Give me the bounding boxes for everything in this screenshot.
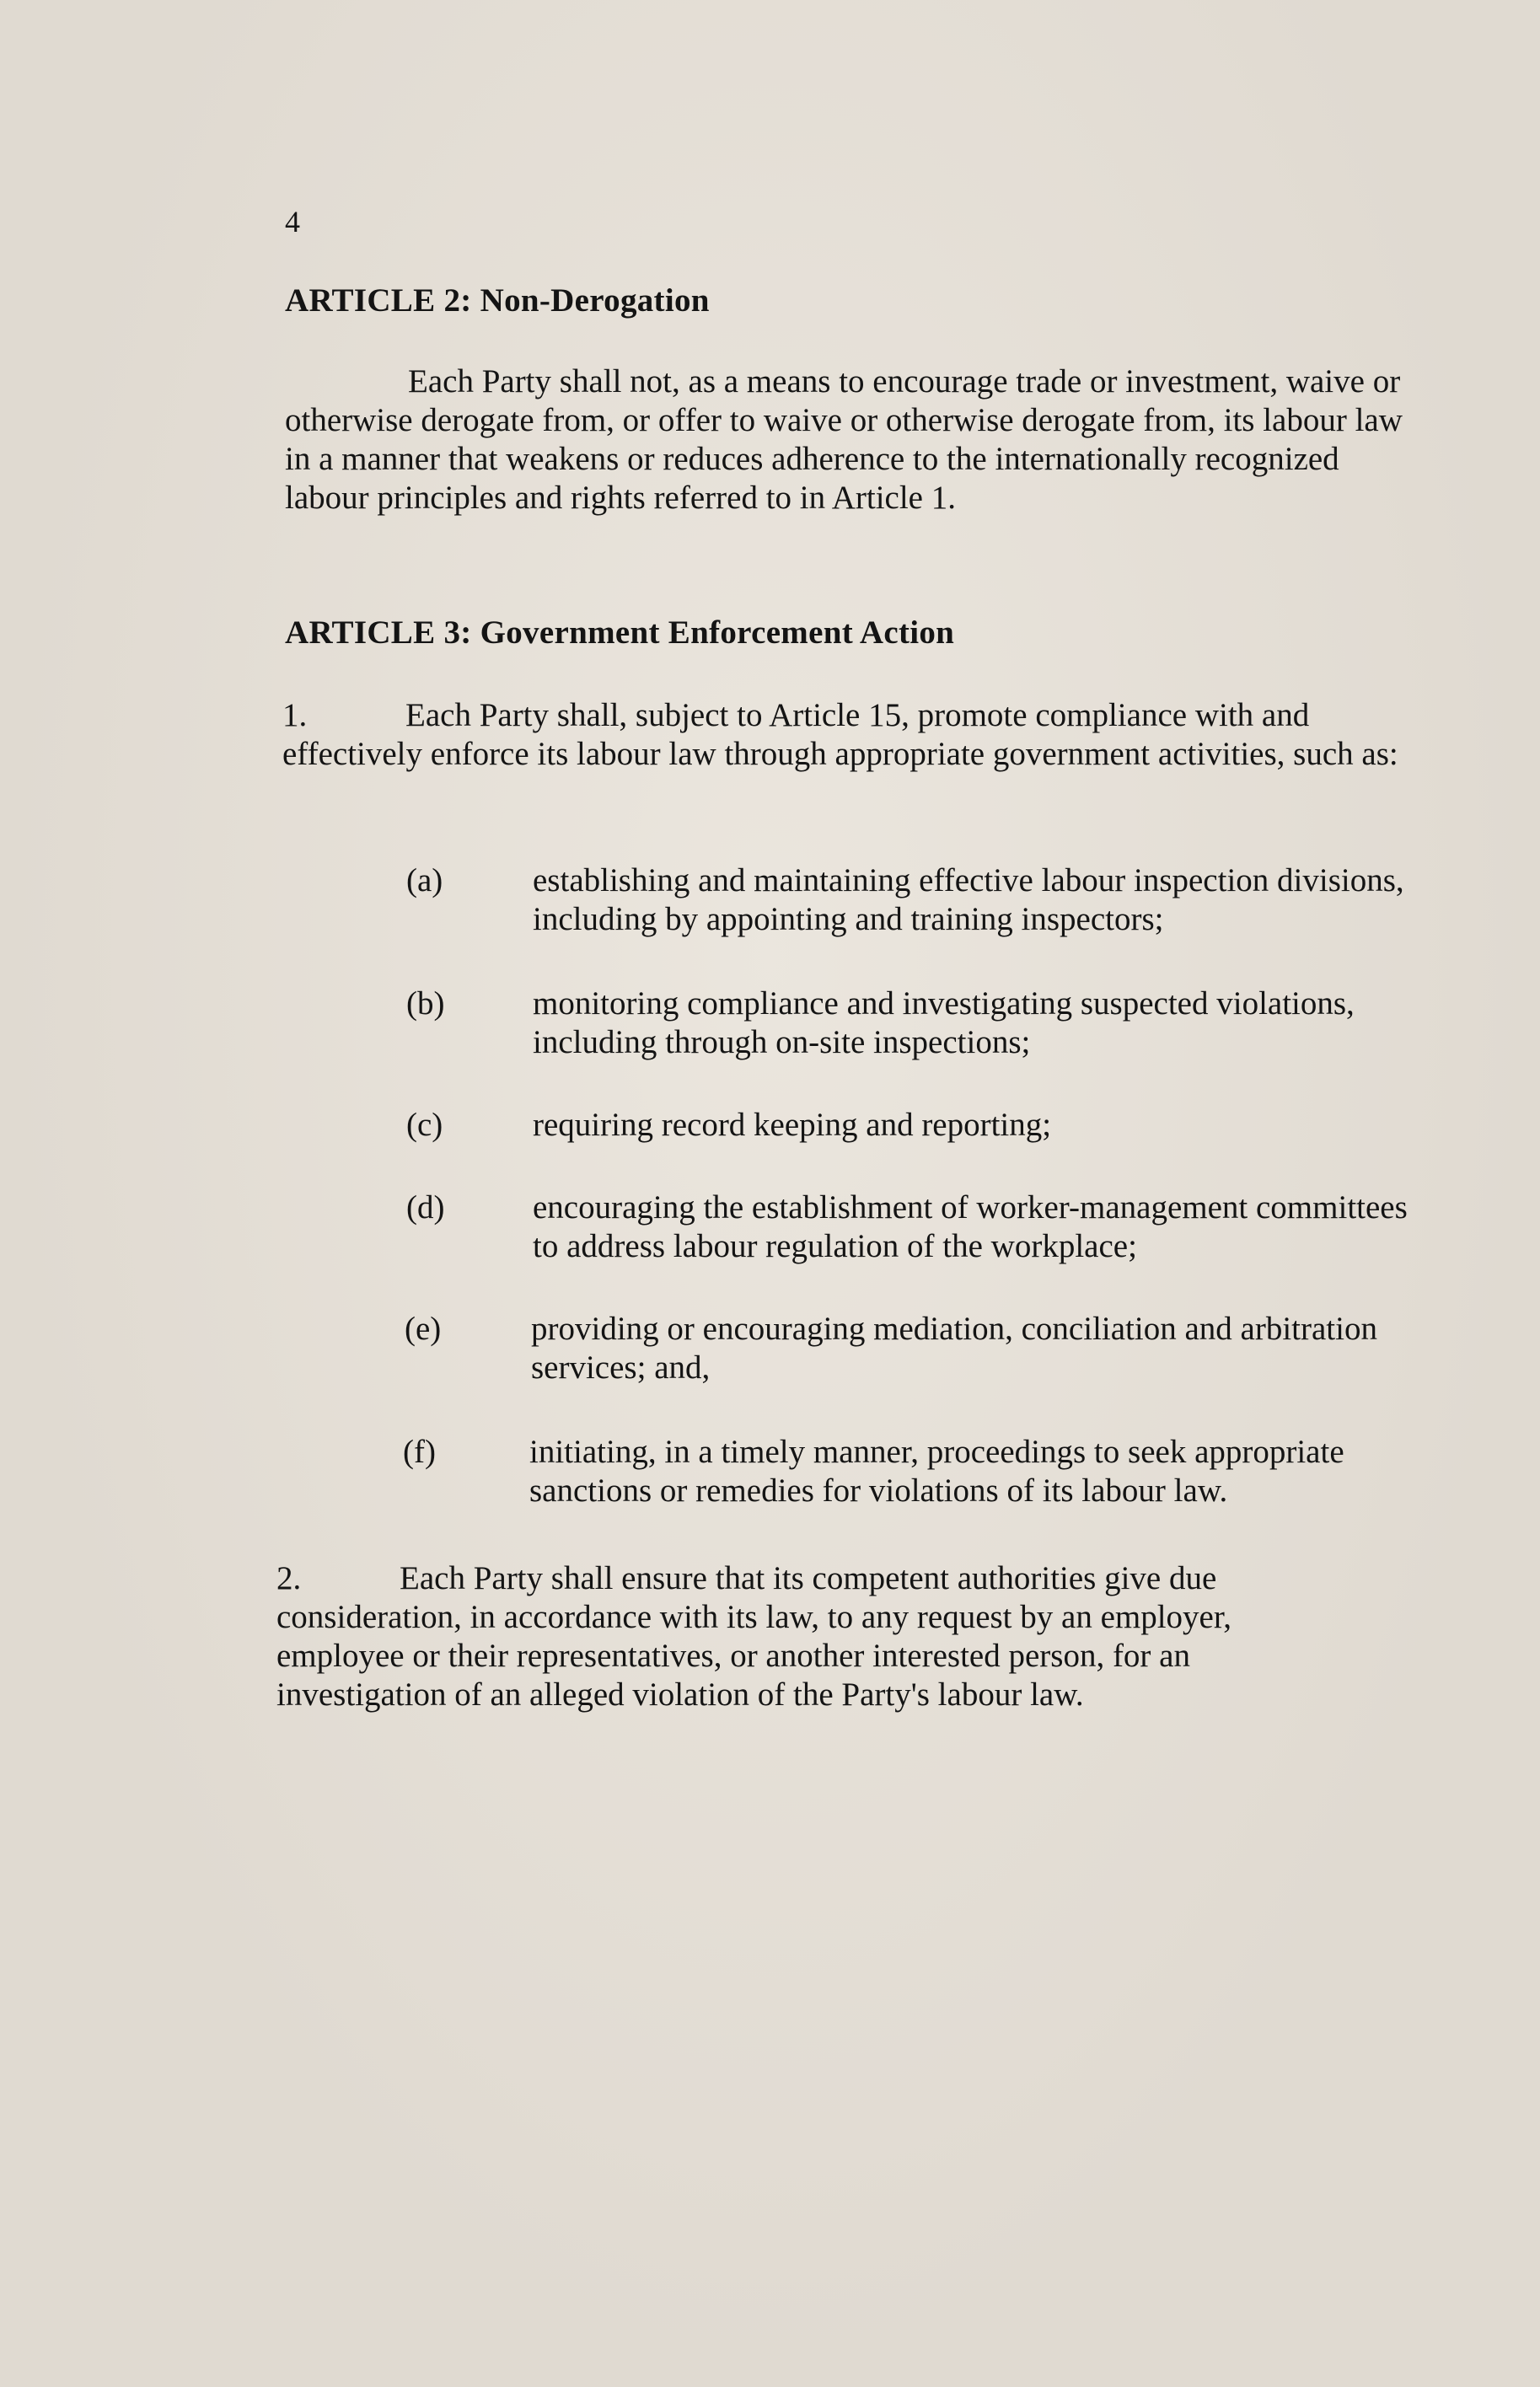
list-item-label: (d) bbox=[406, 1189, 445, 1226]
paragraph-text: Each Party shall ensure that its competent authorities give due consideration, in accordance with its law, to any request by an employer, employee or their representatives, or another interested person, for an investigation of an alleged violation of the Party's labour law. bbox=[276, 1560, 1232, 1713]
page-number: 4 bbox=[285, 205, 300, 239]
list-item-text: monitoring compliance and investigating suspected violations, including through on-site inspections; bbox=[533, 985, 1355, 1060]
paragraph-number: 2. bbox=[276, 1560, 302, 1596]
article-2-paragraph bbox=[285, 362, 1419, 518]
list-item-label: (b) bbox=[406, 985, 445, 1022]
list-item-text: establishing and maintaining effective labour inspection divisions, including by appointing and training inspectors; bbox=[533, 862, 1404, 937]
article-3-heading: ARTICLE 3: Government Enforcement Action bbox=[285, 614, 955, 651]
paragraph-number: 1. bbox=[282, 697, 308, 733]
list-item-text: providing or encouraging mediation, conciliation and arbitration services; and, bbox=[531, 1311, 1377, 1386]
list-item-text: initiating, in a timely manner, proceedings to seek appropriate sanctions or remedies for violations of its labour law. bbox=[529, 1434, 1344, 1509]
list-item-label: (a) bbox=[406, 862, 443, 898]
list-item-label: (f) bbox=[403, 1434, 436, 1470]
article-2-heading: ARTICLE 2: Non-Derogation bbox=[285, 282, 710, 319]
list-item-text: encouraging the establishment of worker-management committees to address labour regulation of the workplace; bbox=[533, 1189, 1408, 1264]
list-item-label: (e) bbox=[405, 1311, 442, 1347]
article-2-text: Each Party shall not, as a means to encourage trade or investment, waive or otherwise derogate from, or offer to waive or otherwise derogate from, its labour law in a manner that weakens or reduces adherence to the internationally recognized labour principles and rights referred to in Article 1. bbox=[285, 363, 1403, 516]
paragraph-text: Each Party shall, subject to Article 15, promote compliance with and effectively enforce its labour law through appropriate government activities, such as: bbox=[282, 697, 1398, 772]
list-item-text: requiring record keeping and reporting; bbox=[533, 1107, 1052, 1143]
article-3-paragraph-2 bbox=[276, 1559, 1339, 1714]
article-3-paragraph-1 bbox=[282, 696, 1416, 774]
list-item-label: (c) bbox=[406, 1107, 443, 1143]
